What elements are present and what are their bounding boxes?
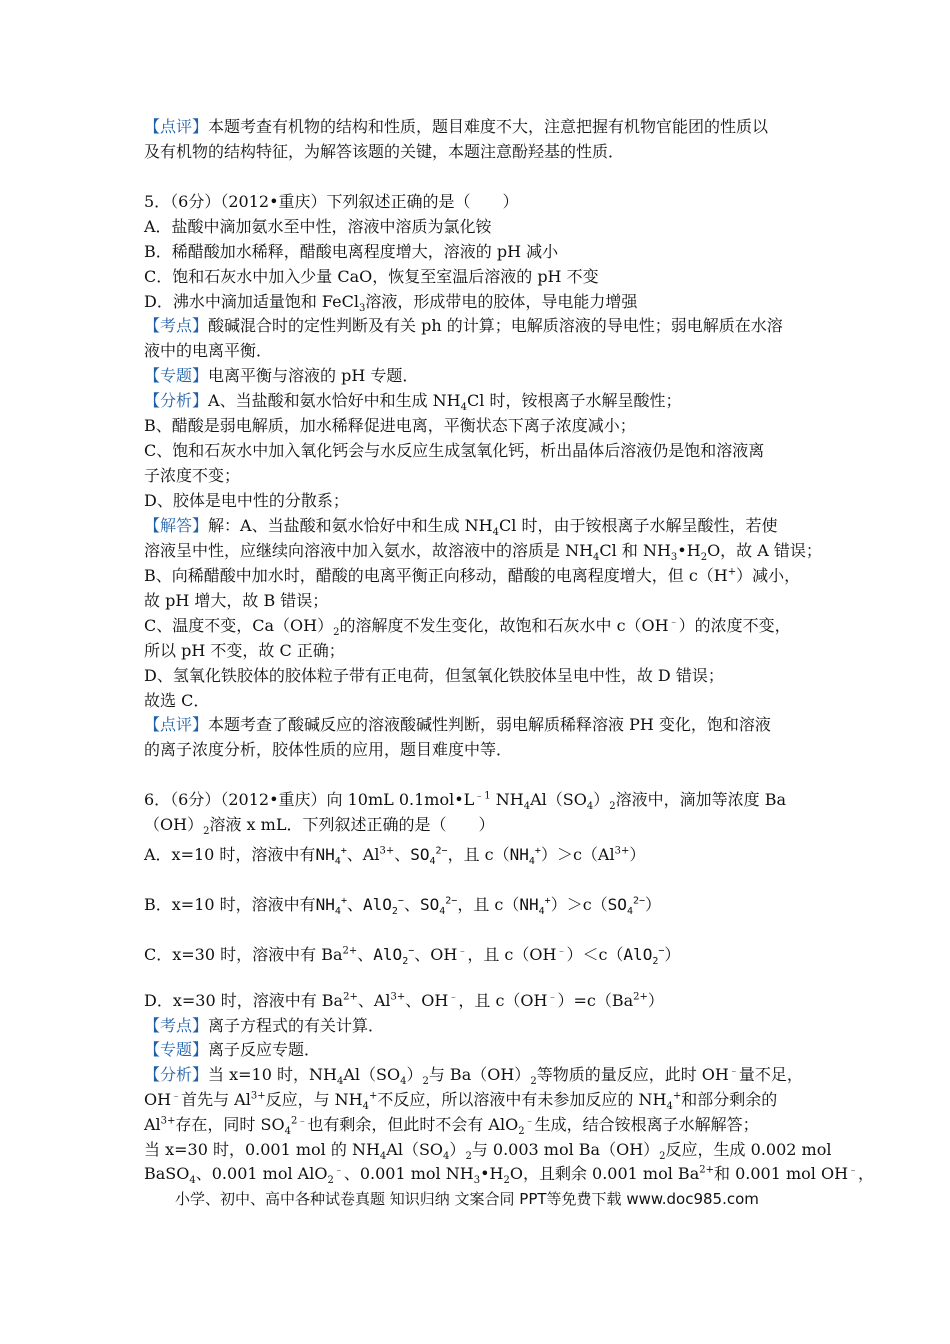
q5-option-a: A．盐酸中滴加氨水至中性，溶液中溶质为氯化铵 xyxy=(144,217,492,236)
q6-analysis-line-2: OH﹣首先与 $Al^{3+}$反应，与 $NH_4^+$不反应，所以溶液中有未参加反应的 $NH_4^+$和部分剩余的 xyxy=(144,1090,778,1113)
ammonium-formula: $NH_4^+$ xyxy=(315,845,347,868)
q5-analysis-line-5: D、胶体是电中性的分散系； xyxy=(144,491,349,510)
topic-tag: 【专题】 xyxy=(144,366,209,385)
q5-keypoint-line-2: 液中的电离平衡． xyxy=(144,341,273,360)
ammonium-formula: $NH_4^+$ xyxy=(509,845,541,868)
q5-analysis-line-4: 子浓度不变； xyxy=(144,466,241,485)
topic-tag: 【专题】 xyxy=(144,1040,209,1059)
q6-stem-line-2: $(OH)_2$溶液 x mL．下列叙述正确的是（ ） xyxy=(144,815,495,838)
q6-option-d: D．x=30 时，溶液中有 $Ba^{2+}$、$Al^{3+}$、OH﹣，且 $c(OH^﹣)=c(Ba^{2+})$ xyxy=(144,991,664,1010)
aluminate-formula: AlO$_2$− xyxy=(623,945,665,968)
keypoint-tag: 【考点】 xyxy=(144,316,209,335)
q5-solution-line-1: 【解答】解：A、当盐酸和氨水恰好中和生成 $NH_4Cl$ 时，由于铵根离子水解呈酸性，若使 xyxy=(144,516,778,539)
q6-keypoint: 【考点】离子方程式的有关计算． xyxy=(144,1016,385,1035)
q6-option-a: A．x=10 时，溶液中有$NH_4^+$、$Al^{3+}$、$SO_4^{2-}$，且 $c(NH_4^+)>c(Al^{3+})$ xyxy=(144,845,646,868)
q6-analysis-line-1: 【分析】当 x=10 时，$NH_4Al(SO_4)_2$与 $Ba(OH)_2$等物质的量反应，此时 OH﹣量不足， xyxy=(144,1065,803,1088)
q5-option-d: D．沸水中滴加适量饱和 FeCl$_3$溶液，形成带电的胶体，导电能力增强 xyxy=(144,292,638,315)
q5-solution-line-7: D、氢氧化铁胶体的胶体粒子带有正电荷，但氢氧化铁胶体呈电中性，故 D 错误； xyxy=(144,666,724,685)
sulfate-formula: $SO_4^{2-}$ xyxy=(410,845,448,868)
q6-stem-line-1: 6．（6分）（2012•重庆）向 10mL $0.1mol•L^{﹣1}$ $NH_4Al(SO_4)_2$溶液中，滴加等浓度 Ba xyxy=(144,790,786,813)
keypoint-tag: 【考点】 xyxy=(144,1016,209,1035)
q6-analysis-line-3: $Al^{3+}$存在，同时 $SO_4^{2﹣}$也有剩余，但此时不会有 AlO$_2$﹣生成，结合铵根离子水解解答； xyxy=(144,1115,759,1138)
q5-stem: 5．（6分）（2012•重庆）下列叙述正确的是（ ） xyxy=(144,192,519,211)
q5-review-line-1: 【点评】本题考查了酸碱反应的溶液酸碱性判断，弱电解质稀释溶液 PH 变化，饱和溶液 xyxy=(144,715,771,734)
ammonium-formula: $NH_4^+$ xyxy=(315,895,347,918)
q6-topic: 【专题】离子反应专题． xyxy=(144,1040,321,1059)
q6-option-b: B．x=10 时，溶液中有$NH_4^+$、AlO$_2$−、$SO_4^{2-}$，且 $c(NH_4^+)>c(SO_4^{2-})$ xyxy=(144,895,662,918)
q5-review-line-2: 的离子浓度分析，胶体性质的应用，题目难度中等． xyxy=(144,740,513,759)
q5-solution-line-8: 故选 C． xyxy=(144,691,210,710)
q5-solution-line-4: 故 pH 增大，故 B 错误； xyxy=(144,591,329,610)
sulfate-formula: $SO_4^{2-}$ xyxy=(419,895,458,918)
q6-analysis-line-5: BaSO$_4$、0.001 mol AlO$_2$﹣、0.001 mol $NH_3•H_2O$，且剩余 0.001 mol $Ba^{2+}$和 0.001 mol OH﹣， xyxy=(144,1164,875,1187)
review-line-2: 及有机物的结构特征，为解答该题的关键，本题注意酚羟基的性质． xyxy=(144,142,625,161)
review-line-1: 【点评】本题考查有机物的结构和性质，题目难度不大，注意把握有机物官能团的性质以 xyxy=(144,117,769,136)
q5-solution-line-3: B、向稀醋酸中加水时，醋酸的电离平衡正向移动，醋酸的电离程度增大，但 c（H+）减小， xyxy=(144,566,801,585)
aluminate-formula: AlO$_2$− xyxy=(373,945,415,968)
ammonium-formula: $NH_4^+$ xyxy=(519,895,551,918)
q6-option-c: C．x=30 时，溶液中有 $Ba^{2+}$、AlO$_2$−、OH﹣，且 c（OH﹣）＜c（AlO$_2$−） xyxy=(144,945,681,968)
q5-option-b: B．稀醋酸加水稀释，醋酸电离程度增大，溶液的 pH 减小 xyxy=(144,242,559,261)
analysis-tag: 【分析】 xyxy=(144,1065,209,1084)
aluminate-formula: AlO$_2$− xyxy=(362,895,404,918)
analysis-tag: 【分析】 xyxy=(144,391,209,410)
q6-analysis-line-4: 当 x=30 时，0.001 mol 的 $NH_4Al(SO_4)_2$与 0.003 mol $Ba(OH)_2$反应，生成 0.002 mol xyxy=(144,1140,832,1163)
q5-analysis-line-2: B、醋酸是弱电解质，加水稀释促进电离，平衡状态下离子浓度减小； xyxy=(144,416,636,435)
q5-analysis-line-3: C、饱和石灰水中加入氧化钙会与水反应生成氢氧化钙，析出晶体后溶液仍是饱和溶液离 xyxy=(144,441,765,460)
q5-solution-line-6: 所以 pH 不变，故 C 正确； xyxy=(144,641,345,660)
q5-option-c: C．饱和石灰水中加入少量 CaO，恢复至室温后溶液的 pH 不变 xyxy=(144,267,599,286)
q5-solution-line-2: 溶液呈中性，应继续向溶液中加入氨水，故溶液中的溶质是 $NH_4Cl$ 和 $NH_3•H_2O$，故 A 错误； xyxy=(144,541,822,564)
q5-analysis-line-1: 【分析】A、当盐酸和氨水恰好中和生成 $NH_4Cl$ 时，铵根离子水解呈酸性； xyxy=(144,391,682,414)
review-tag: 【点评】 xyxy=(144,117,209,136)
review-tag: 【点评】 xyxy=(144,715,209,734)
footer-text: 小学、初中、高中各种试卷真题 知识归纳 文案合同 PPT等免费下载 www.doc985.com xyxy=(175,1190,759,1208)
solution-tag: 【解答】 xyxy=(144,516,209,535)
q5-keypoint-line-1: 【考点】酸碱混合时的定性判断及有关 ph 的计算；电解质溶液的导电性；弱电解质在水溶 xyxy=(144,316,783,335)
sulfate-formula: $SO_4^{2-}$ xyxy=(607,895,646,918)
q5-topic: 【专题】电离平衡与溶液的 pH 专题． xyxy=(144,366,419,385)
q5-solution-line-5: C、温度不变，$Ca(OH)_2$的溶解度不发生变化，故饱和石灰水中 c（OH﹣）的浓度不变， xyxy=(144,616,791,639)
